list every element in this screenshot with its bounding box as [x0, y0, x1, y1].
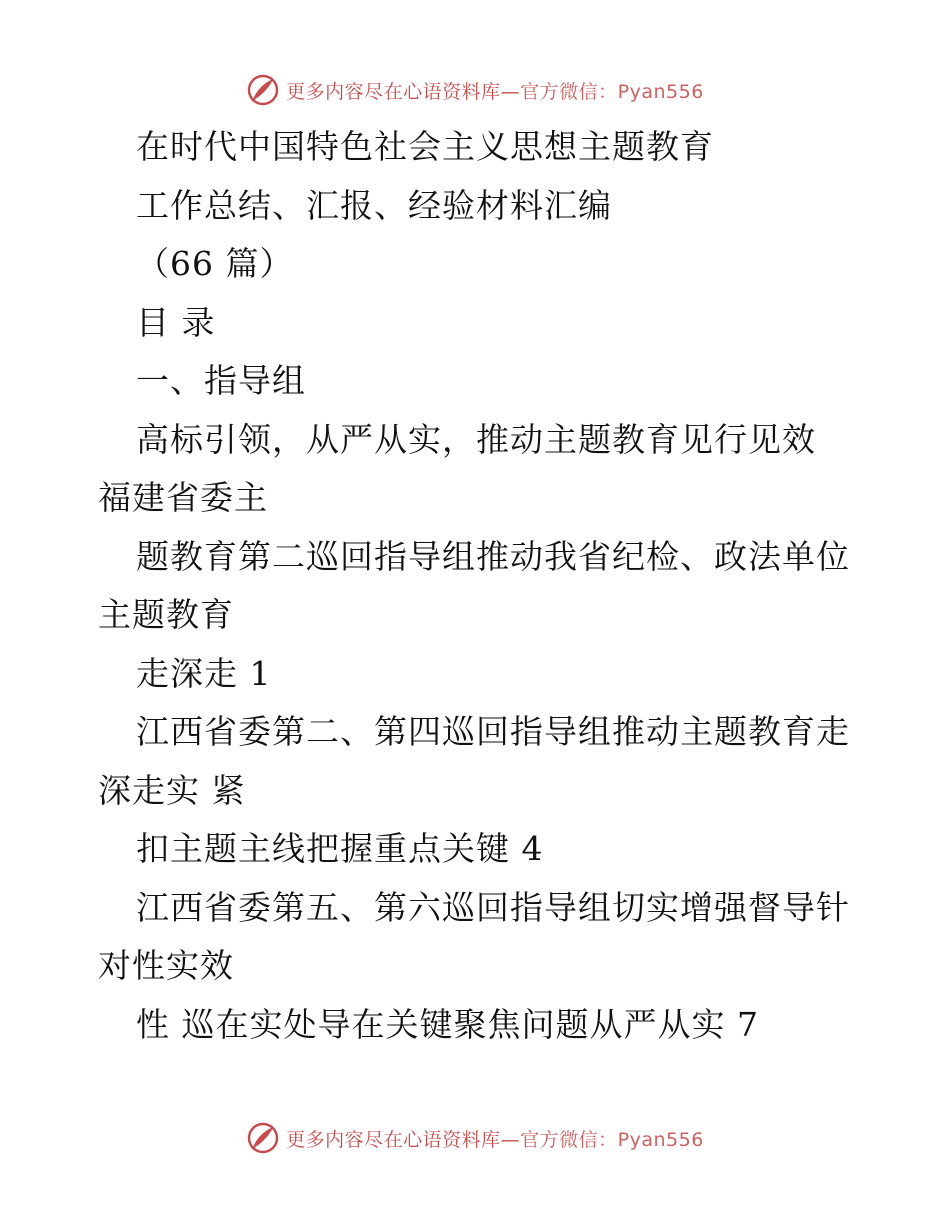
toc-entry-line: 扣主题主线把握重点关键 4 [136, 829, 544, 868]
toc-section-heading: 一、指导组 [136, 361, 306, 400]
watermark-contact: 官方微信：Pyan556 [520, 80, 704, 103]
toc-entry-line: 江西省委第五、第六巡回指导组切实增强督导针 [136, 887, 850, 927]
quill-logo-icon [246, 1121, 280, 1155]
watermark-brand: 更多内容尽在心语资料库 [286, 80, 501, 103]
toc-heading: 目 录 [136, 302, 216, 342]
toc-entry-line: 江西省委第二、第四巡回指导组推动主题教育走 [136, 712, 850, 751]
quill-logo-icon [246, 73, 280, 107]
document-body [0, 118, 950, 1054]
watermark-separator: — [500, 1128, 521, 1151]
toc-entry-line: 福建省委主 [98, 478, 268, 517]
toc-entry-line: 走深走 1 [136, 653, 272, 693]
toc-entry-line: 高标引领，从严从实，推动主题教育见行见效 [136, 419, 816, 459]
doc-title-line-2: 工作总结、汇报、经验材料汇编 [136, 185, 612, 225]
doc-count: （66 篇） [136, 244, 294, 283]
toc-entry-line: 对性实效 [98, 946, 234, 985]
watermark-contact: 官方微信：Pyan556 [520, 1128, 704, 1151]
watermark-brand: 更多内容尽在心语资料库 [286, 1128, 501, 1151]
header-watermark [0, 70, 950, 110]
watermark-separator: — [500, 80, 521, 103]
footer-watermark [0, 1118, 950, 1158]
doc-title-line-1: 在时代中国特色社会主义思想主题教育 [136, 127, 714, 166]
toc-entry-line: 主题教育 [98, 595, 234, 634]
toc-entry-line: 题教育第二巡回指导组推动我省纪检、政法单位 [136, 536, 850, 576]
toc-entry-line: 深走实 紧 [98, 770, 246, 810]
toc-entry-line: 性 巡在实处导在关键聚焦问题从严从实 7 [136, 1004, 759, 1044]
